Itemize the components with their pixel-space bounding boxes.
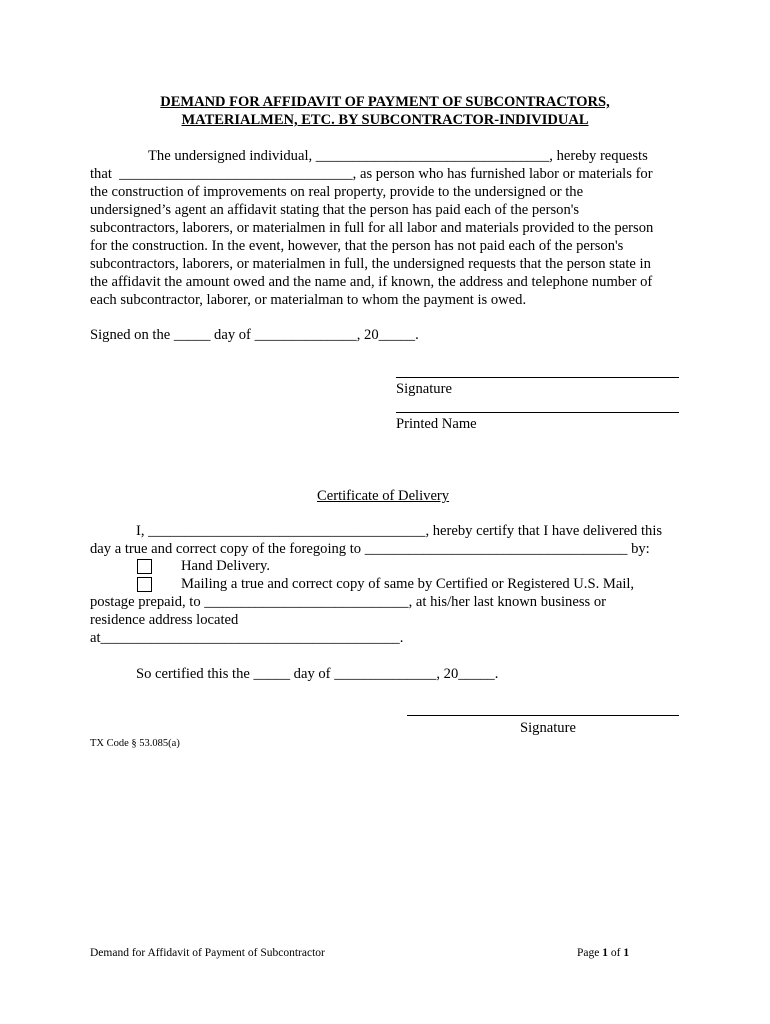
certificate-line-1: I, ______________________________________, hereby certify that I have delivered this [136, 523, 663, 539]
hand-delivery-checkbox[interactable] [137, 559, 152, 574]
certificate-signature-label: Signature [520, 720, 576, 736]
residence-line: residence address located [90, 612, 239, 628]
printed-name-label: Printed Name [396, 416, 477, 432]
printed-name-line [396, 412, 679, 413]
body-line-9: each subcontractor, laborer, or materialman to whom the payment is owed. [90, 292, 527, 308]
code-reference: TX Code § 53.085(a) [90, 738, 180, 749]
body-line-1: The undersigned individual, ________________________________, hereby requests [148, 148, 648, 164]
title-line-1: DEMAND FOR AFFIDAVIT OF PAYMENT OF SUBCONTRACTORS, [160, 94, 610, 110]
page-total: 1 [623, 947, 630, 959]
mail-delivery-checkbox[interactable] [137, 577, 152, 592]
signed-on-line: Signed on the _____ day of ______________, 20_____. [90, 327, 419, 343]
body-line-8: the affidavit the amount owed and the name and, if known, the address and telephone number of [90, 274, 653, 290]
page-indicator [577, 946, 629, 960]
body-line-5: subcontractors, laborers, or materialmen in full for all labor and materials provided to the person [90, 220, 654, 236]
address-at-line: at_________________________________________. [90, 630, 404, 646]
page-prefix: Page [577, 947, 603, 959]
body-line-2: that ________________________________, as person who has furnished labor or materials for [90, 166, 653, 182]
certificate-line-2: day a true and correct copy of the foregoing to ____________________________________ by: [90, 541, 650, 557]
hand-delivery-label: Hand Delivery. [181, 558, 271, 574]
certificate-heading: Certificate of Delivery [317, 488, 450, 504]
body-line-3: the construction of improvements on real property, provide to the undersigned or the [90, 184, 584, 200]
body-line-7: subcontractors, laborers, or materialmen in full, the undersigned requests that the person state in [90, 256, 651, 272]
body-line-4: undersigned’s agent an affidavit stating that the person has paid each of the person's [90, 202, 580, 218]
mail-delivery-label: Mailing a true and correct copy of same by Certified or Registered U.S. Mail, [181, 576, 635, 592]
document-title [90, 93, 680, 129]
page-number: 1 [602, 947, 608, 959]
signature-label: Signature [396, 381, 452, 397]
certificate-signature-line [407, 715, 679, 716]
title-line-2: MATERIALMEN, ETC. BY SUBCONTRACTOR-INDIVIDUAL [181, 112, 589, 128]
certified-this-line: So certified this the _____ day of ______________, 20_____. [136, 666, 499, 682]
signature-line [396, 377, 679, 378]
page-of: of [607, 947, 624, 959]
body-line-6: for the construction. In the event, however, that the person has not paid each of the person's [90, 238, 624, 254]
postage-line: postage prepaid, to ____________________________, at his/her last known business or [90, 594, 606, 610]
footer-title: Demand for Affidavit of Payment of Subcontractor [90, 947, 325, 959]
